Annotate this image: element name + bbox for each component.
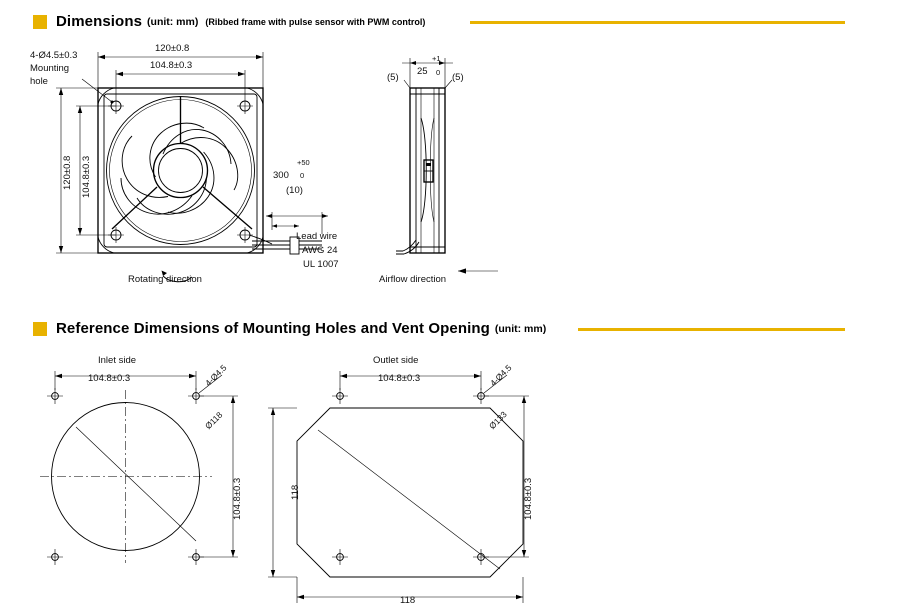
- section-marker-icon-2: [33, 322, 47, 336]
- lead-length-tol-lower: 0: [300, 171, 305, 180]
- dimensions-drawing: [0, 30, 899, 340]
- outlet-bottom-dim: 118: [400, 595, 416, 606]
- mounting-hole-label-line1: Mounting: [30, 63, 70, 74]
- side-right-ref: (5): [452, 72, 464, 83]
- section-rule-2: [578, 328, 845, 331]
- outlet-left-dim: 118: [290, 484, 301, 500]
- section-header-reference: [33, 320, 546, 337]
- front-left-outer-dim: 120±0.8: [62, 155, 73, 190]
- outlet-top-dim: 104.8±0.3: [378, 373, 421, 384]
- depth-tol-lower: 0: [436, 68, 441, 77]
- lead-length-secondary: (10): [286, 185, 303, 196]
- lead-length-tol-upper: +50: [297, 158, 310, 167]
- inlet-top-dim: 104.8±0.3: [88, 373, 131, 384]
- outlet-vent-label: Ø133: [487, 409, 509, 432]
- outlet-caption: Outlet side: [373, 355, 419, 366]
- front-top-outer-dim: 120±0.8: [155, 43, 190, 54]
- section-marker-icon: [33, 15, 47, 29]
- lead-wire-label-2: AWG 24: [302, 245, 338, 256]
- inlet-vent-label: Ø118: [203, 409, 225, 432]
- section-rule: [470, 21, 845, 24]
- lead-wire-label-1: Lead wire: [296, 231, 338, 242]
- section-unit-2: (unit: mm): [494, 322, 547, 335]
- section-title: Dimensions: [56, 13, 143, 30]
- lead-length-value: 300: [273, 170, 289, 181]
- outlet-hole-label: 4-Ø4.5: [488, 362, 514, 389]
- lead-wire-label-3: UL 1007: [303, 259, 339, 270]
- depth-value: 25: [417, 66, 428, 77]
- section-header-dimensions: [33, 13, 425, 30]
- mounting-hole-label-line2: hole: [30, 76, 48, 87]
- depth-tol-upper: +1: [432, 54, 441, 63]
- front-top-inner-dim: 104.8±0.3: [150, 60, 193, 71]
- reference-drawing: [0, 345, 899, 615]
- inlet-right-dim: 104.8±0.3: [232, 477, 243, 520]
- side-left-ref: (5): [387, 72, 399, 83]
- section-unit: (unit: mm): [147, 15, 199, 28]
- inlet-caption: Inlet side: [98, 355, 137, 366]
- outlet-right-dim: 104.8±0.3: [523, 477, 534, 520]
- inlet-hole-label: 4-Ø4.5: [203, 362, 229, 389]
- front-left-inner-dim: 104.8±0.3: [81, 155, 92, 198]
- airflow-direction-label: Airflow direction: [379, 274, 447, 285]
- mounting-hole-dim: 4-Ø4.5±0.3: [30, 50, 78, 61]
- rotating-direction-label: Rotating direction: [128, 274, 202, 285]
- section-note: (Ribbed frame with pulse sensor with PWM control): [205, 16, 426, 27]
- section-title-2: Reference Dimensions of Mounting Holes and Vent Opening: [56, 320, 490, 337]
